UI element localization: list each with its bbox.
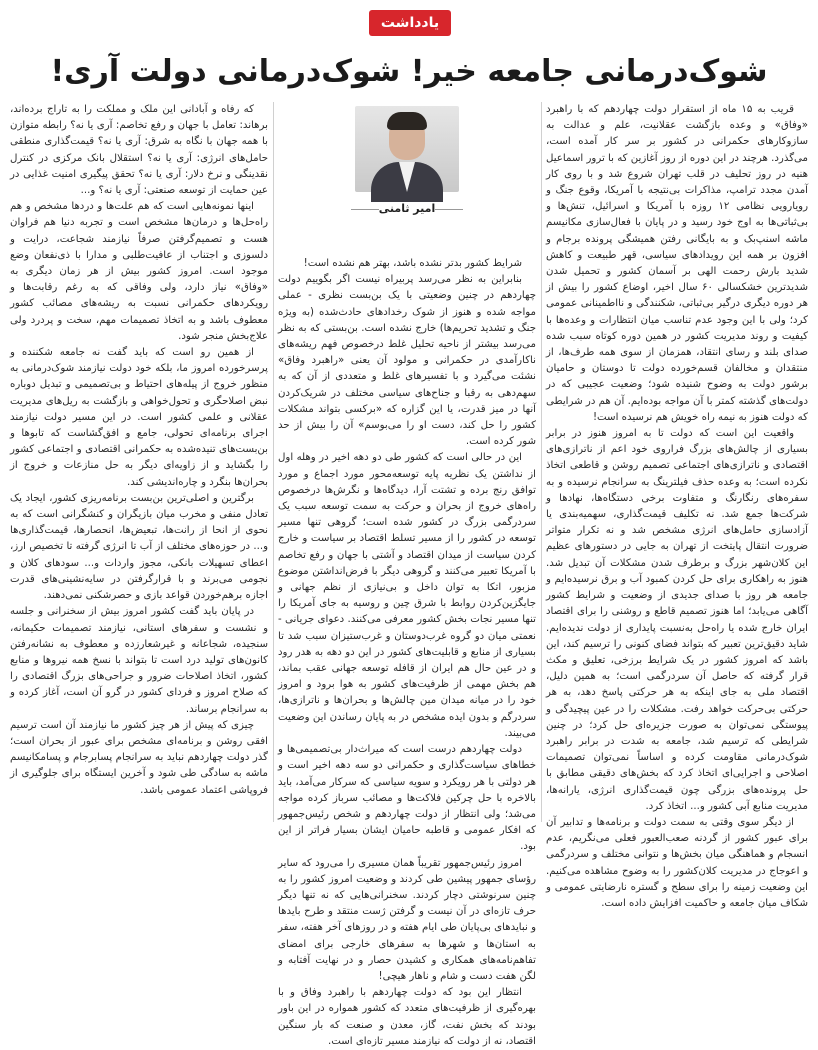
paragraph: امروز رئیس‌جمهور تقریباً همان مسیری را می‌رود که سایر رؤسای جمهور پیشین طی کردند و وضعیت امروز کشور را به چنین سرنوشتی دچار کردند. سخنرانی‌هایی که نه تنها دیگر حرف تازه‌ای در آن نیست و گرفتن ژست منتقد و طرح بایدها و نبایدهای بی‌پایان طی ایام هفته و در روزهای آخر هفته، سفر به استان‌ها و شهرها به سفرهای خارجی برای امضای تفاهم‌نامه‌های همکاری و کشیدن حصار و در نهایت آفتابه و لگن هفت دست و شام و ناهار هیچی!: [278, 857, 536, 982]
article-column-right: [546, 102, 809, 909]
paragraph: اینها نمونه‌هایی است که هم علت‌ها و دردها مشخص و هم راه‌حل‌ها و درمان‌ها مشخص است و تجربه دنیا هم فراوان هست و تصمیم‌گرفتن صرفاً نیازمند شجاعت، درایت و دلسوزی و اجتناب از عافیت‌طلبی و مدارا با ذی‌نفعان وضع موجود است. امروز کشور بیش از هر زمان دیگری به «وفاق» نیاز دارد، ولی وفاقی که به رغم رقابت‌ها و رویکردهای حکمرانی نسبت به ریشه‌های مصائب کشور معطوف باشد و به اتخاذ تصمیمات مهم، سخت و پردرد ولی علاج‌بخش منجر شود.: [10, 201, 268, 342]
paragraph: این در حالی است که کشور طی دو دهه اخیر در وهله اول از نداشتن یک نظریه پایه توسعه‌محور مورد اجماع و مورد توافق رنج برده و تشتت آرا، دیدگاه‌ها و نگرش‌ها درخصوص راه‌های خروج از بحران و حرکت به سمت توسعه سبب یک سردرگمی بزرگ در کشور شده است؛ گروهی تنها مسیر توسعه در کشور را از مسیر تسلط اقتصاد بر سیاست و خارج کردن سیاست از میدان اقتصاد و آشتی با جهان و رفع تخاصم با آمریکا تعبیر می‌کنند و گروهی دیگر با فرض‌انداشتن موضوع مزبور، اتکا به توان داخل و بی‌نیازی از نظم جهانی و جایگزین‌کردن روابط با شرق چین و روسیه به جای آمریکا را تنها مسیر نجات بخش کشور معرفی می‌کنند. دعوای جریانی - نعمتی میان دو گروه غرب‌دوستان و غرب‌ستیزان سبب شد تا بسیاری از منابع و قابلیت‌های کشور در این دو دهه به هدر رود و در عین حال هم ایران از قافله توسعه جهانی عقب بماند، هم بخش مهمی از ظرفیت‌های کشور به هوا برود و امروز خود را در میانه میدان مین چالش‌ها و بحران‌ها و ناترازی‌ها، سردرگم و بدون ایده مشخص در به پایان رساندن این وضعیت می‌بیند.: [278, 452, 536, 739]
paragraph: برگترین و اصلی‌ترین بن‌بست برنامه‌ریزی کشور، ایجاد یک تعادل منفی و مخرب میان بازیگران و کنشگرانی است که به نحوی از انحا از رانت‌ها، تبعیض‌ها، انحصارها، قیمت‌گذاری‌ها و... در حوزه‌های مختلف از آب تا انرژی گرفته تا تخصیص ارز، اعطای تسهیلات بانکی، مجوز واردات و... سودهای کلان و نجومی می‌برند و با قرارگرفتن در سایه‌نشینی‌های قدرت اجازه برهم‌خوردن قواعد بازی و حصرشکنی نمی‌دهند.: [10, 492, 268, 602]
article-column-middle: [278, 102, 536, 1047]
paragraph: از دیگر سوی وقتی به سمت دولت و برنامه‌ها و تدابیر آن برای عبور کشور از گردنه صعب‌العبور فعلی می‌نگریم، عدم انسجام و هماهنگی میان بخش‌ها و نتوانی مختلف و سردرگمی و اعوجاج در مدیریت کلان‌کشور را به وضوح مشاهده می‌کنیم. این وضعیت زمینه را برای سطح و گستره نارضایتی عمومی و شکاف میان جامعه و حاکمیت افزایش داده است.: [546, 816, 808, 909]
article-column-left: [10, 102, 268, 824]
paragraph: قریب به ۱۵ ماه از استقرار دولت چهاردهم که با راهبرد «وفاق» و وعده بازگشت عقلانیت، علم و عدالت به سازوکارهای حکمرانی در کشور بر سر کار آمده است، می‌گذرد. هرچند در این دوره از روز آغازین که با ترور اسماعیل هنیه در روز تحلیف در قلب تهران شروع شد و با روی کار آمدن مجدد ترامپ، مذاکرات بی‌نتیجه با آمریکا، وقوع جنگ و رویارویی نظامی ۱۲ روزه با آمریکا و اسرائیل، تنش‌ها و بی‌ثباتی‌ها به اوج خود رسید و در پایان با فعال‌سازی مکانیسم ماشه اسنپ‌بک و به بایگانی رفتن همیشگی پرونده برجام و افزون بر همه این رویدادهای سیاسی، قهر طبیعت و کاهش شدید بارش رحمت الهی بر آسمان کشور و تحمیل شدن شدیدترین خشکسالی ۶۰ سال اخیر، اوضاع کشور را بیش از هر دوره دیگری درگیر بی‌ثباتی، شکنندگی و نااطمینانی عمومی کرد؛ ولی با این وجود عدم تناسب میان انتظارات و وعده‌ها با کیفیت و روند مدیریت کشور در همین دوره کوتاه سبب شده صدای بلند و رسای انتقاد، همزمان از سوی همه طرف‌ها، از منتقدان و مخالفان قسم‌خورده دولت تا دوستان و حامیان برشور دولت به وضوح شنیده شود؛ وضعیت عجیبی که در دولت‌های گذشته کمتر با آن مواجه بوده‌ایم. آن هم در شرایطی که دولت هنوز به نیمه راه خویش هم نرسیده است!: [546, 104, 809, 423]
paragraph: شرایط کشور بدتر نشده باشد، بهتر هم نشده است!: [303, 258, 522, 269]
author-portrait: [355, 106, 459, 192]
paragraph: بنابراین به نظر می‌رسد پربیراه نیست اگر بگوییم دولت چهاردهم در چنین وضعیتی با یک بن‌بست نظری - عملی مواجه شده و هنوز از شوک رخدادهای حادث‌شده (به ویژه جنگ و تشدید تحریم‌ها) خارج نشده است. بن‌بستی که به نظر می‌رسد بیشتر از ناحیه تحلیل غلط درخصوص فهم ریشه‌های ناکارآمدی در حکمرانی و مولود آن یعنی «راهبرد وفاق» نشئت می‌گیرد و با تفسیرهای غلط و متعددی از آن که به سهم‌دهی به رقبا و جناح‌های سیاسی مختلف در شریک‌کردن آنها در میز قدرت، یا این گزاره که «برکسی بتواند مشکلات کشور را حل کند، دست او را می‌بوسم» آن را بیش از حد شور کرده است.: [278, 274, 536, 448]
headline: شوک‌درمانی جامعه خیر! شوک‌درمانی دولت آری!: [50, 54, 768, 89]
paragraph: چیزی که پیش از هر چیز کشور ما نیازمند آن است ترسیم افقی روشن و برنامه‌ای مشخص برای عبور از بحران است؛ گذر دولت چهاردهم نباید به سرانجام پسابرجام و پسامکانیسم ماشه به سادگی طی شود و آخرین ایستگاه برای جلوگیری از فروپاشی اعتماد عمومی باشد.: [10, 719, 268, 796]
paragraph: انتظار این بود که دولت چهاردهم با راهبرد وفاق و با بهره‌گیری از ظرفیت‌های متعدد که کشور همواره در این باور بودند که بخش نفت، گاز، معدن و صنعت که بار سنگین اقتصاد، نه از دولت که نیازمند مسیر تازه‌ای است.: [278, 987, 536, 1047]
column-divider: [273, 102, 274, 822]
column-divider: [541, 102, 542, 822]
paragraph: که رفاه و آبادانی این ملک و مملکت را به تاراج برده‌اند، برهاند: تعامل با جهان و رفع تخاصم: آری یا نه؟ رابطه متوازن با همه جهان با نگاه به شرق: آری یا نه؟ قیمت‌گذاری منطقی حامل‌های انرژی: آری یا نه؟ استقلال بانک مرکزی در کنترل نقدینگی و نرخ دلار: آری یا نه؟ تحقق پیگیری امنیت غذایی در عین حمایت از توسعه صنعتی: آری یا نه؟ و...: [10, 104, 268, 197]
author-box: [347, 102, 467, 252]
paragraph: از همین رو است که باید گفت نه جامعه شکننده و پرسرخورده امروز ما، بلکه خود دولت نیازمند شوک‌درمانی به منظور خروج از پیله‌های احتیاط و بی‌تصمیمی و تبدیل دوباره نبض اصلاحگری و تحول‌خواهی و بازگشت به ریل‌های مدیریت عقلانی و علمی کشور است. در این مسیر دولت نیازمند اجرای برنامه‌ای تحولی، جامع و افق‌گشاست که تابوها و بن‌بست‌های تنیده‌شده به حکمرانی اقتصادی و اجتماعی کشور را بگشاید و از زاویه‌ای دیگر به حل منازعات و خروج از بحران‌ها بنگرد و چاره‌اندیشی کند.: [10, 347, 268, 488]
author-name: امیر ثامنی: [347, 194, 467, 224]
paragraph: دولت چهاردهم درست است که میراث‌دار بی‌تصمیمی‌ها و خطاهای سیاست‌گذاری و حکمرانی دو سه دهه اخیر است و هر دولتی با هر رویکرد و سویه سیاسی که سرکار می‌آمد، باید بالاخره با حل چرکین فلاکت‌ها و مصائب سرباز کرده مواجه می‌شد؛ ولی انتظار از دولت چهاردهم و شخص رئیس‌جمهور که افکار عمومی و قاطبه حامیان ایشان بسیار فراتر از این بود.: [278, 744, 536, 853]
paragraph: واقعیت این است که دولت تا به امروز هنوز در برابر بسیاری از چالش‌های بزرگ فراروی خود اعم از ناترازی‌های اقتصادی و ناترازی‌های اجتماعی تصمیم روشن و قاطعی اتخاذ نکرده است؛ به وعده حذف فیلترینگ به سرانجام نرسیده و به سفره‌های رنگارنگ و متفاوت برخی دستگاه‌ها، نهادها و شرکت‌ها جمع شد. نه تکلیف قیمت‌گذاری، سهمیه‌بندی یا آزادسازی حامل‌های انرژی مشخص شد و نه تکرار متواتر ضرورت انتقال پایتخت از تهران به جایی در دستورهای عظیم این کلان‌شهر بزرگ و برطرف شدن مشکلات آن تبدیل شد. هنوز به راهکاری برای حل کردن کمبود آب و برق نرسیده‌ایم و جامعه هر روز با صدای جدیدی از وضعیت و شرایط کشور آگاهی می‌یابد؛ اما هنوز تصمیم قاطع و روشنی را برای اقتصاد ایران خارج شده یا راه‌حل به‌نسبت پایداری از دولت ندیده‌ایم. شاید دقیق‌ترین تعبیر که بتواند فضای کنونی را ترسیم کند، این باشد که امروز کشور در یک شرایط برزخی، تعلیق و مکث قرار گرفته که حاصل آن سردرگمی است؛ به همین دلیل، اقتصاد ملی به جای اینکه به هر حرکتی پاسخ دهد، به هر حرکتی بی‌حرکت خواهد رفت. مشکلات را در عین پیچیدگی و پیوستگی نمی‌توان به صورت جزیره‌ای حل کرد؛ در چنین شرایطی که ترسیم شد، جامعه به شدت در برابر راهبرد شوک‌درمانی مقاومت کرده و اساساً نمی‌توان تصمیمات اصلاحی و اجرایی‌ای اتخاذ کرد که بخش‌های دقیقی مطابق با حل پرونده‌های بزرگی چون قیمت‌گذاری انرژی، یارانه‌ها، مدیریت منابع آبی کشور و... اتخاذ کرد.: [546, 428, 808, 812]
section-tag: یادداشت: [369, 10, 451, 36]
paragraph: در پایان باید گفت کشور امروز بیش از سخنرانی و جلسه و نشست و سفرهای استانی، نیازمند تصمیمات حکیمانه، سنجیده، شجاعانه و غیرشعارزده و معطوف به نشانه‌رفتن کانون‌های تولید درد است تا بتواند با نسخ همه نیروها و منابع کشور، اتخاذ اصلاحات ضرور و جراحی‌های بزرگ اقتصادی را که صلاح امروز و فردای کشور در گرو آن است، آغاز کرده و به سرانجام برساند.: [10, 606, 268, 715]
